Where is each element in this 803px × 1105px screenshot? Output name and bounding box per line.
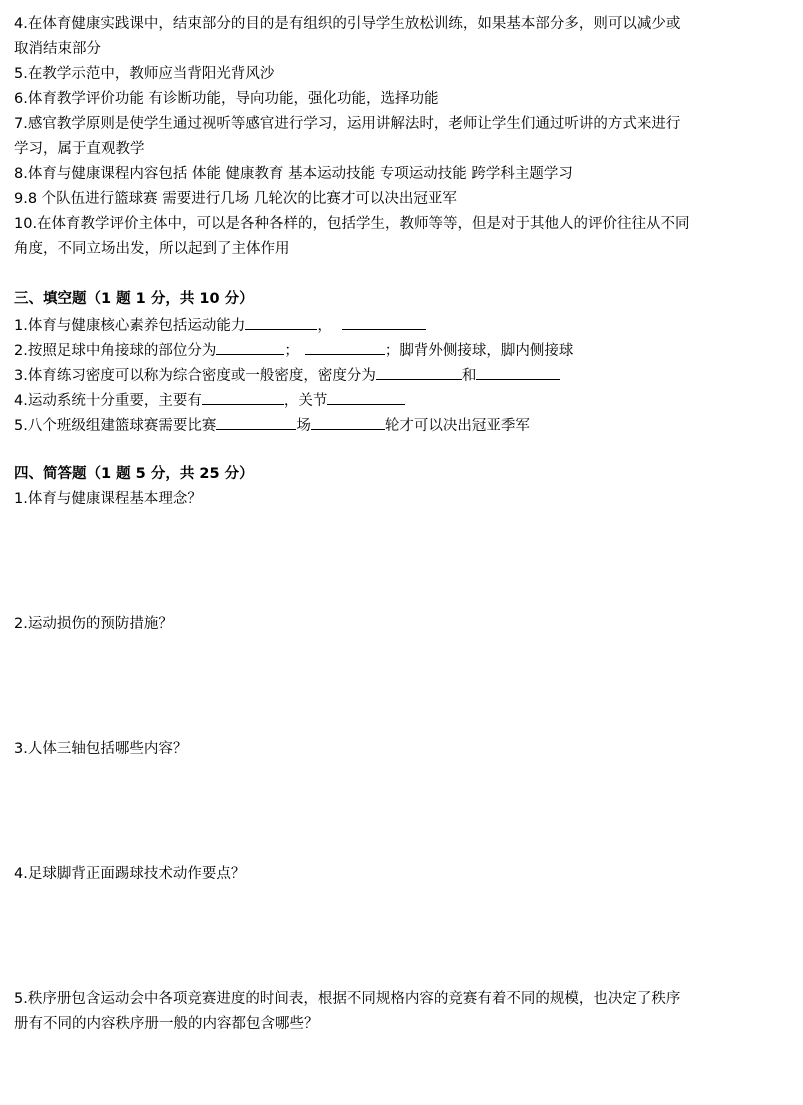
fill-question-1-separator: ， bbox=[317, 318, 332, 334]
judgement-item-5: 5.在教学示范中，教师应当背阳光背风沙 bbox=[14, 66, 275, 82]
answer-blank[interactable] bbox=[342, 312, 426, 330]
answer-blank[interactable] bbox=[376, 362, 462, 380]
short-answer-question-5-line2: 册有不同的内容秩序册一般的内容都包含哪些？ bbox=[14, 1016, 319, 1032]
fill-question-5-games: 场 bbox=[296, 418, 311, 434]
short-answer-question-4: 4.足球脚背正面踢球技术动作要点？ bbox=[14, 866, 246, 882]
answer-blank[interactable] bbox=[305, 337, 385, 355]
judgement-item-7-line2: 学习，属于直观教学 bbox=[14, 141, 145, 157]
fill-question-3 bbox=[14, 362, 790, 389]
fill-question-4 bbox=[14, 387, 790, 414]
fill-question-4-joint: ，关节 bbox=[283, 393, 328, 409]
judgement-item-4-line1: 4.在体育健康实践课中，结束部分的目的是有组织的引导学生放松训练，如果基本部分多，则可以减少或 bbox=[14, 16, 681, 32]
answer-blank[interactable] bbox=[216, 337, 284, 355]
judgement-item-6: 6.体育教学评价功能 有诊断功能，导向功能，强化功能，选择功能 bbox=[14, 91, 439, 107]
fill-question-5-text: 5.八个班级组建篮球赛需要比赛 bbox=[14, 418, 217, 434]
short-answer-question-3: 3.人体三轴包括哪些内容？ bbox=[14, 741, 188, 757]
short-answer-question-5-line1: 5.秩序册包含运动会中各项竞赛进度的时间表，根据不同规格内容的竞赛有着不同的规模，也决定了秩序 bbox=[14, 991, 681, 1007]
answer-blank[interactable] bbox=[311, 412, 385, 430]
judgement-item-10-line2: 角度，不同立场出发，所以起到了主体作用 bbox=[14, 241, 290, 257]
fill-question-3-text: 3.体育练习密度可以称为综合密度或一般密度，密度分为 bbox=[14, 368, 376, 384]
section-3-heading: 三、填空题（1 题 1 分，共 10 分） bbox=[14, 291, 254, 307]
answer-blank[interactable] bbox=[327, 387, 405, 405]
judgement-item-4-line2: 取消结束部分 bbox=[14, 41, 101, 57]
fill-question-4-text: 4.运动系统十分重要，主要有 bbox=[14, 393, 202, 409]
fill-question-2-tail: ；脚背外侧接球，脚内侧接球 bbox=[384, 343, 574, 359]
section-4-heading: 四、简答题（1 题 5 分，共 25 分） bbox=[14, 466, 254, 482]
fill-question-2-text: 2.按照足球中角接球的部位分为 bbox=[14, 343, 217, 359]
judgement-item-8: 8.体育与健康课程内容包括 体能 健康教育 基本运动技能 专项运动技能 跨学科主题学习 bbox=[14, 166, 573, 182]
fill-question-5-tail: 轮才可以决出冠亚季军 bbox=[384, 418, 530, 434]
fill-question-3-conjunction: 和 bbox=[461, 368, 477, 384]
fill-question-1-text: 1.体育与健康核心素养包括运动能力 bbox=[14, 318, 246, 334]
fill-question-2 bbox=[14, 337, 790, 364]
judgement-item-9: 9.8 个队伍进行篮球赛 需要进行几场 几轮次的比赛才可以决出冠亚军 bbox=[14, 191, 457, 207]
answer-blank[interactable] bbox=[216, 412, 296, 430]
answer-blank[interactable] bbox=[202, 387, 284, 405]
answer-blank[interactable] bbox=[476, 362, 560, 380]
fill-question-2-separator: ； bbox=[284, 343, 299, 359]
short-answer-question-2: 2.运动损伤的预防措施？ bbox=[14, 616, 173, 632]
fill-question-1 bbox=[14, 312, 790, 339]
fill-question-5 bbox=[14, 412, 790, 439]
judgement-item-10-line1: 10.在体育教学评价主体中，可以是各种各样的，包括学生，教师等等，但是对于其他人的评价往往从不同 bbox=[14, 216, 690, 232]
short-answer-question-1: 1.体育与健康课程基本理念？ bbox=[14, 491, 202, 507]
answer-blank[interactable] bbox=[245, 312, 317, 330]
judgement-item-7-line1: 7.感官教学原则是使学生通过视听等感官进行学习，运用讲解法时，老师让学生们通过听讲的方式来进行 bbox=[14, 116, 681, 132]
